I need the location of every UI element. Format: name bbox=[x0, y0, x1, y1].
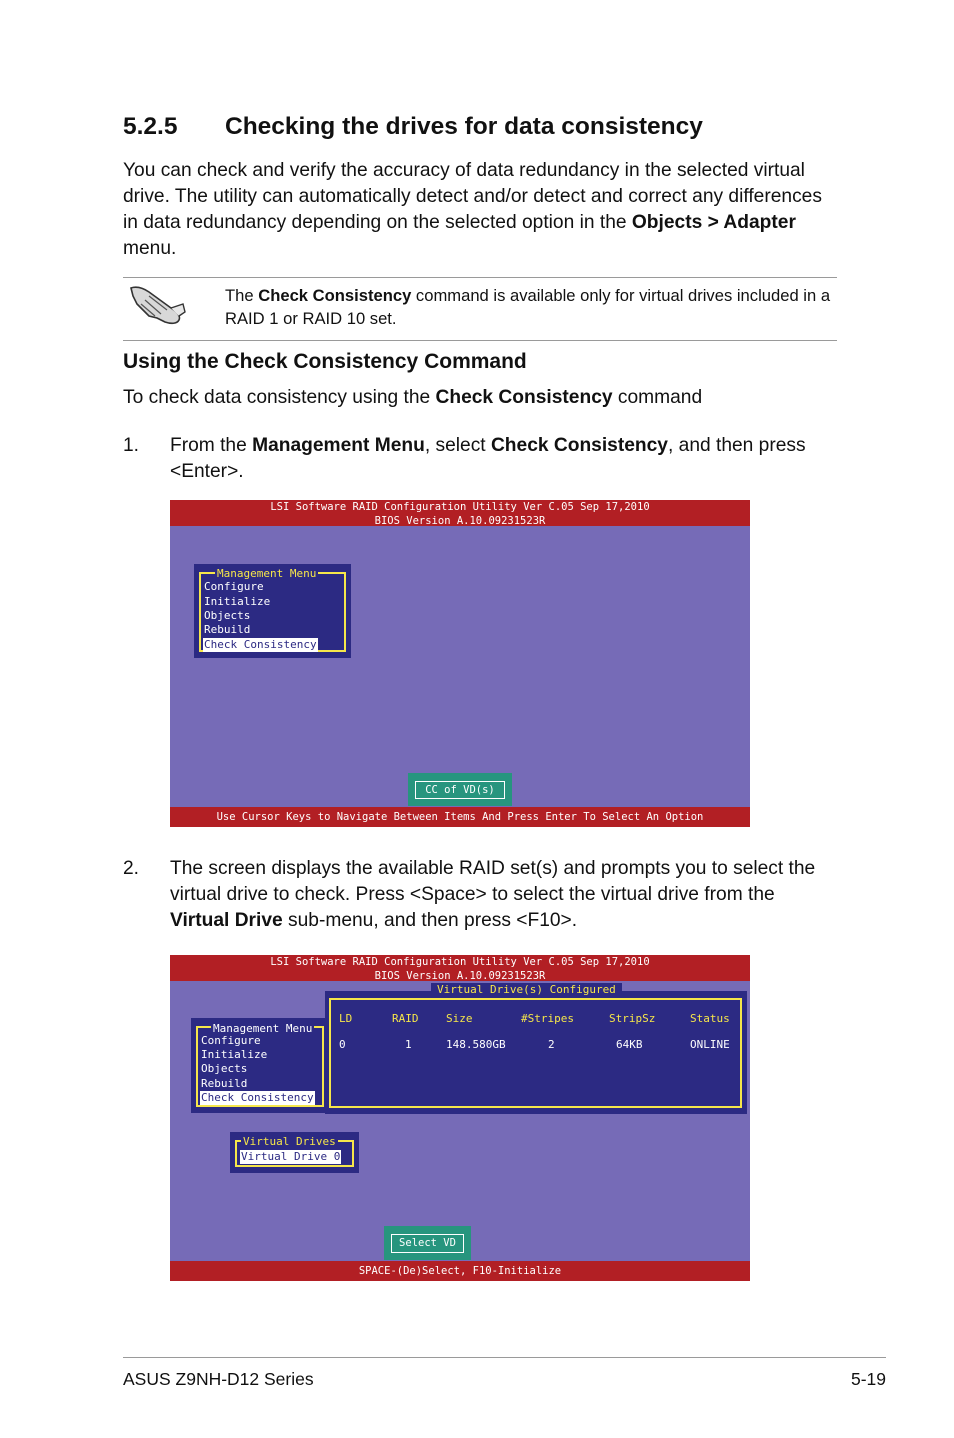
cell-ld: 0 bbox=[339, 1038, 346, 1051]
menu-item-configure[interactable]: Configure bbox=[204, 580, 264, 593]
footer-product: ASUS Z9NH-D12 Series bbox=[123, 1369, 314, 1389]
select-vd-action-box bbox=[384, 1226, 471, 1260]
menu-item-objects[interactable]: Objects bbox=[201, 1062, 248, 1075]
step-2-number: 2. bbox=[123, 858, 140, 879]
intro-line-bold: Check Consistency bbox=[435, 387, 613, 408]
step-2-t2: sub-menu, and then press <F10>. bbox=[282, 910, 578, 931]
management-menu bbox=[194, 564, 351, 658]
intro-line-pre: To check data consistency using the bbox=[123, 387, 436, 408]
step-1-t1: From the bbox=[170, 435, 253, 456]
step-1-b1: Management Menu bbox=[252, 435, 425, 456]
intro-text-end: menu. bbox=[123, 238, 177, 259]
menu-item-initialize[interactable]: Initialize bbox=[201, 1048, 268, 1061]
step-2-text bbox=[170, 856, 820, 934]
step-1-b2: Check Consistency bbox=[490, 435, 668, 456]
intro-line bbox=[123, 387, 702, 409]
step-1-number: 1. bbox=[123, 435, 140, 456]
menu-item-rebuild[interactable]: Rebuild bbox=[201, 1077, 248, 1090]
title-line-2: BIOS Version A.10.09231523R bbox=[374, 970, 546, 982]
menu-title: Management Menu bbox=[213, 1022, 313, 1035]
menu-item-objects[interactable]: Objects bbox=[204, 609, 251, 622]
intro-paragraph bbox=[123, 158, 839, 262]
step-2-b1: Virtual Drive bbox=[170, 910, 283, 931]
col-header-size: Size bbox=[446, 1012, 473, 1025]
status-bar: SPACE-(De)Select, F10-Initialize bbox=[170, 1261, 750, 1281]
title-bar bbox=[170, 955, 750, 981]
status-bar: Use Cursor Keys to Navigate Between Items And Press Enter To Select An Option bbox=[170, 807, 750, 827]
virtual-drive-0-item[interactable]: Virtual Drive 0 bbox=[241, 1150, 341, 1163]
section-number: 5.2.5 bbox=[123, 113, 178, 140]
step-1-t2: , select bbox=[424, 435, 491, 456]
step-2-t1: The screen displays the available RAID set(s) and prompts you to select the virtual drive to check. Press <Space> to select the virtual drive from the bbox=[170, 858, 816, 905]
step-2 bbox=[123, 856, 883, 936]
title-line-1: LSI Software RAID Configuration Utility Ver C.05 Sep 17,2010 bbox=[270, 501, 650, 513]
menu-item-check-consistency[interactable]: Check Consistency bbox=[201, 1091, 314, 1104]
virtual-drives-menu bbox=[230, 1132, 359, 1173]
intro-line-post: command bbox=[612, 387, 703, 408]
screenshot-1 bbox=[170, 500, 750, 827]
section-title: Checking the drives for data consistency bbox=[225, 113, 703, 140]
subheading: Using the Check Consistency Command bbox=[123, 350, 527, 373]
cell-raid: 1 bbox=[405, 1038, 412, 1051]
menu-item-initialize[interactable]: Initialize bbox=[204, 595, 271, 608]
virtual-drives-title: Virtual Drives bbox=[243, 1135, 336, 1148]
note-post: command is available only for virtual drives included in a RAID 1 or RAID 10 set. bbox=[225, 286, 831, 328]
note-box bbox=[123, 277, 837, 341]
menu-item-check-consistency[interactable]: Check Consistency bbox=[204, 638, 317, 651]
hand-note-icon bbox=[127, 282, 187, 328]
footer-rule bbox=[123, 1357, 886, 1358]
note-text bbox=[225, 284, 833, 330]
cell-status: ONLINE bbox=[690, 1038, 730, 1051]
vd-panel-title: Virtual Drive(s) Configured bbox=[431, 983, 622, 996]
col-header-stripes: #Stripes bbox=[521, 1012, 574, 1025]
col-header-status: Status bbox=[690, 1012, 730, 1025]
menu-item-configure[interactable]: Configure bbox=[201, 1034, 261, 1047]
select-vd-button[interactable]: Select VD bbox=[391, 1234, 464, 1253]
step-1 bbox=[123, 433, 883, 485]
screenshot-2 bbox=[170, 955, 750, 1281]
menu-item-rebuild[interactable]: Rebuild bbox=[204, 623, 251, 636]
virtual-drives-configured-panel bbox=[325, 983, 747, 1114]
title-line-1: LSI Software RAID Configuration Utility Ver C.05 Sep 17,2010 bbox=[270, 956, 650, 968]
section-heading bbox=[123, 113, 703, 141]
title-line-2: BIOS Version A.10.09231523R bbox=[374, 515, 546, 527]
menu-title: Management Menu bbox=[217, 567, 317, 580]
cell-stripes: 2 bbox=[548, 1038, 555, 1051]
management-menu bbox=[191, 1018, 329, 1113]
step-1-text bbox=[170, 433, 820, 485]
note-pre: The bbox=[225, 286, 259, 305]
note-bold: Check Consistency bbox=[258, 286, 412, 305]
cc-action-box bbox=[408, 773, 512, 806]
cc-of-vds-button[interactable]: CC of VD(s) bbox=[415, 781, 505, 799]
cell-size: 148.580GB bbox=[446, 1038, 506, 1051]
title-bar bbox=[170, 500, 750, 526]
footer-page-number: 5-19 bbox=[850, 1369, 886, 1389]
cell-stripsz: 64KB bbox=[616, 1038, 643, 1051]
col-header-ld: LD bbox=[339, 1012, 353, 1025]
intro-bold: Objects > Adapter bbox=[631, 212, 796, 233]
step-1-t3: , and then press <Enter>. bbox=[170, 435, 806, 482]
intro-text: You can check and verify the accuracy of data redundancy in the selected virtual drive. The utility can automatically detect and/or detect and correct any differences in data redundancy depending on the selected option in the bbox=[123, 160, 822, 233]
col-header-stripsz: StripSz bbox=[609, 1012, 656, 1025]
col-header-raid: RAID bbox=[392, 1012, 419, 1025]
